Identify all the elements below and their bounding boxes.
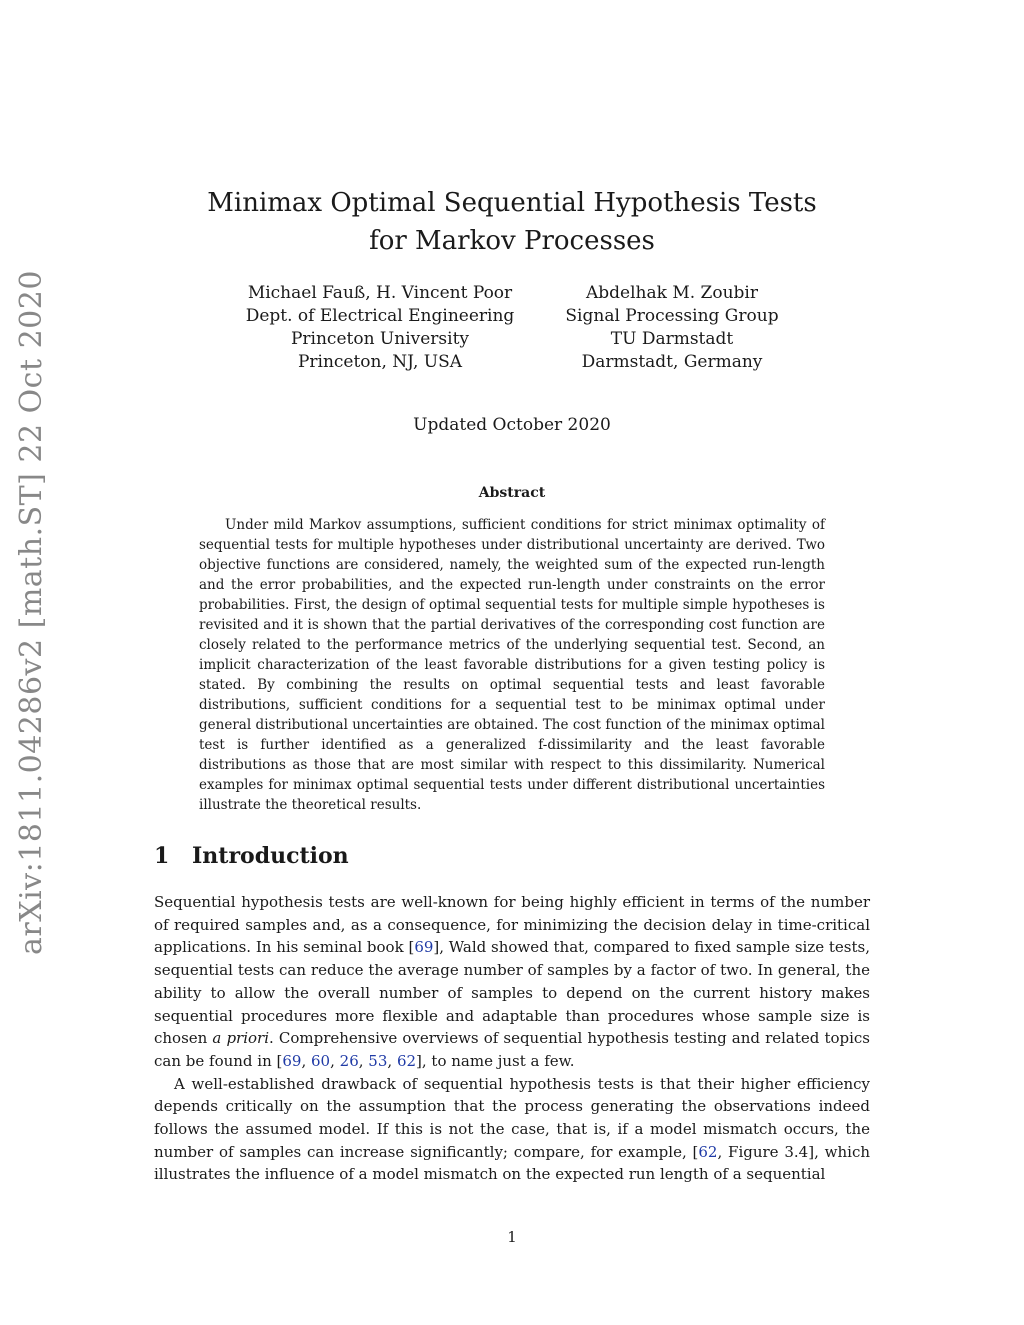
citation-link[interactable]: 62	[396, 1051, 417, 1070]
citation-link[interactable]: 60	[311, 1051, 331, 1070]
author-location: Princeton, NJ, USA	[297, 352, 463, 372]
citation-link[interactable]: 69	[414, 938, 434, 957]
section-heading	[154, 843, 349, 869]
author-names: Abdelhak M. Zoubir	[586, 283, 758, 303]
author-department: Dept. of Electrical Engineering	[245, 306, 515, 326]
arxiv-identifier: arXiv:1811.04286v2 [math.ST] 22 Oct 2020	[14, 270, 49, 955]
paragraph-1: Sequential hypothesis tests are well-known for being highly efficient in terms of the number of required samples and, as a consequence, for minimizing the decision delay in time-critical applications. In his seminal book [69], Wald showed that, compared to fixed sample size tests, sequential tests can reduce the average number of samples by a factor of two. In general, the ability to allow the overall number of samples to depend on the current history makes sequential procedures more flexible and adaptable than procedures whose sample size is chosen a priori. Comprehensive overviews of sequential hypothesis testing and related topics can be found in [69, 60, 26, 53, 62], to name just a few.	[154, 893, 871, 1070]
citation-link[interactable]: 53	[368, 1051, 388, 1070]
section-title: Introduction	[192, 843, 349, 869]
author-department: Signal Processing Group	[565, 306, 779, 326]
author-names: Michael Fauß, H. Vincent Poor	[247, 283, 513, 303]
section-number: 1	[154, 843, 170, 869]
title-line-2: for Markov Processes	[369, 226, 655, 256]
author-location: Darmstadt, Germany	[581, 352, 763, 372]
emphasis-a-priori: a priori	[212, 1029, 270, 1048]
section-body	[154, 891, 870, 1186]
citation-link[interactable]: 26	[339, 1051, 359, 1070]
title-line-1: Minimax Optimal Sequential Hypothesis Tests	[207, 188, 817, 218]
paper-title	[0, 184, 1024, 260]
author-block-darmstadt	[552, 282, 792, 374]
paragraph-2: A well-established drawback of sequential hypothesis tests is that their higher efficiency depends critically on the assumption that the process generating the observations indeed follows the assumed model. If this is not the case, that is, if a model mismatch occurs, the number of samples can increase significantly; compare, for example, [62, Figure 3.4], which illustrates the influence of a model mismatch on the expected run length of a sequential	[154, 1074, 870, 1184]
citation-link[interactable]: 62	[698, 1142, 718, 1161]
page-number: 1	[507, 1228, 517, 1246]
citation-link[interactable]: 69	[282, 1051, 302, 1070]
abstract-heading: Abstract	[478, 485, 546, 501]
paper-date: Updated October 2020	[413, 415, 611, 435]
author-institution: TU Darmstadt	[610, 329, 734, 349]
abstract-body	[199, 515, 825, 815]
author-institution: Princeton University	[290, 329, 470, 349]
author-block-princeton	[220, 282, 540, 374]
abstract-text: Under mild Markov assumptions, sufficient conditions for strict minimax optimality of sequential tests for multiple hypotheses under distributional uncertainty are derived. Two objective functions are considered, namely, the weighted sum of the expected run-length and the error probabilities, and the expected run-length under constraints on the error probabilities. First, the design of optimal sequential tests for multiple simple hypotheses is revisited and it is shown that the partial derivatives of the corresponding cost function are closely related to the performance metrics of the underlying sequential test. Second, an implicit characterization of the least favorable distributions for a given testing policy is stated. By combining the results on optimal sequential tests and least favorable distributions, sufficient conditions for a sequential test to be minimax optimal under general distributional uncertainties are obtained. The cost function of the minimax optimal test is further identified as a generalized f-dissimilarity and the least favorable distributions as those that are most similar with respect to this dissimilarity. Numerical examples for minimax optimal sequential tests under different distributional uncertainties illustrate the theoretical results.	[199, 517, 825, 813]
